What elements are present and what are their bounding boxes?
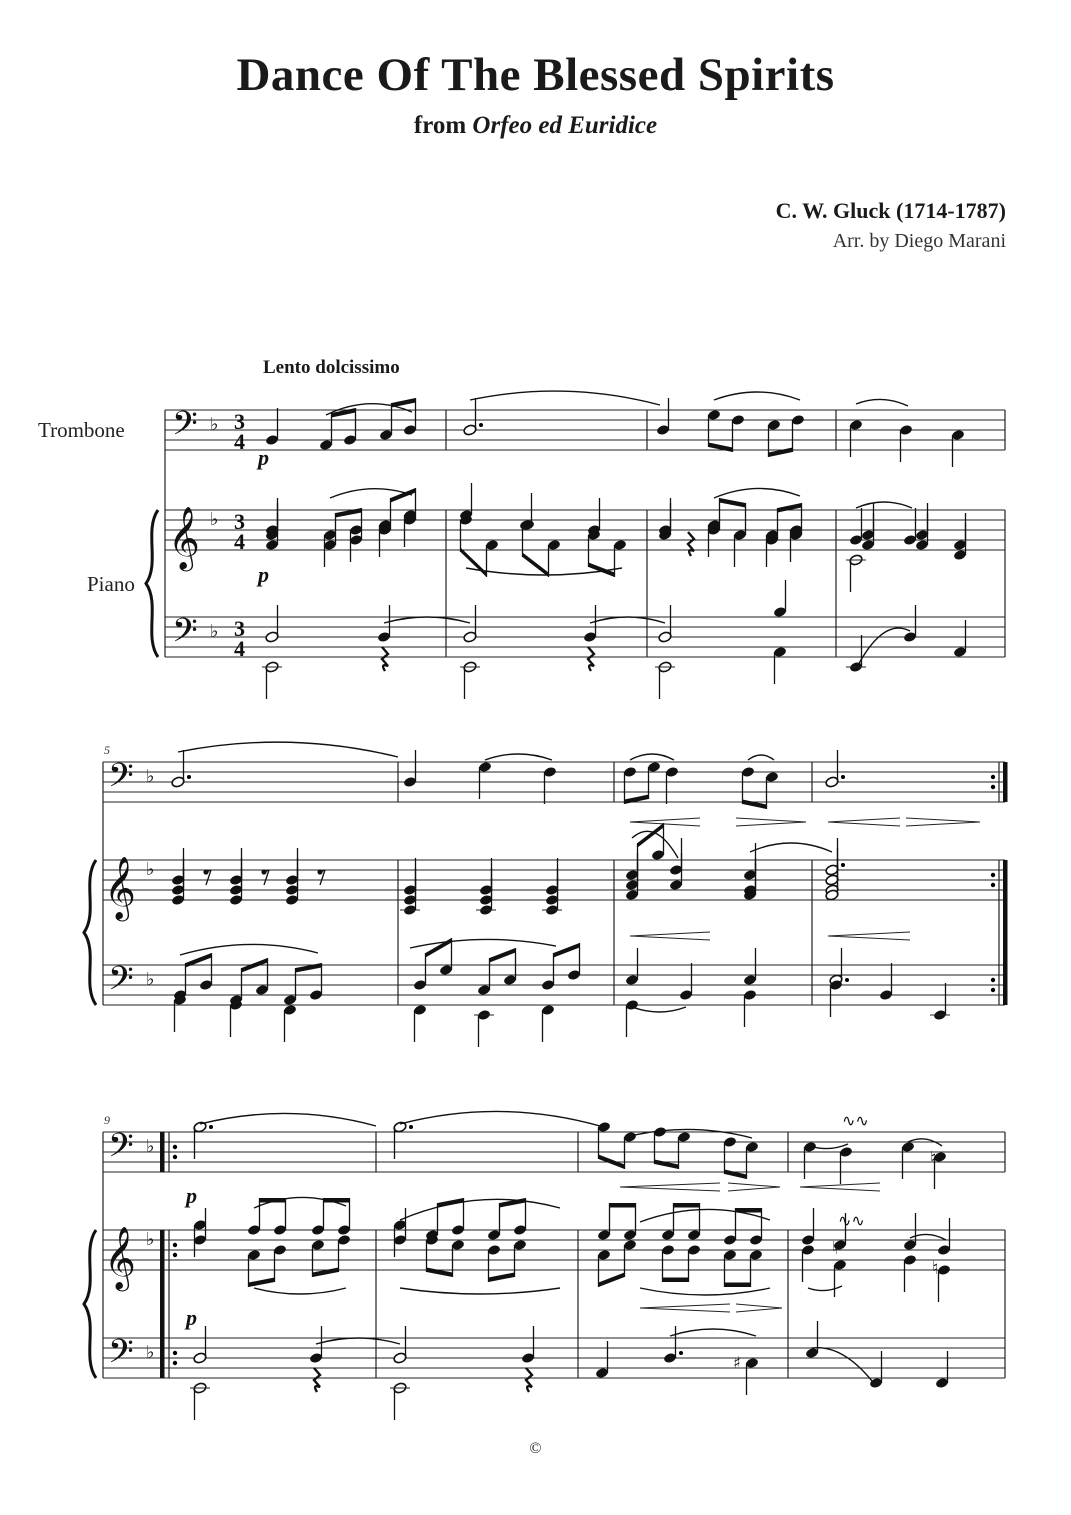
piano-rh-eighths-beam xyxy=(489,1273,515,1283)
trombone-slur xyxy=(748,755,774,760)
flat-key-signature: ♭ xyxy=(146,859,155,880)
subtitle-work: Orfeo ed Euridice xyxy=(472,112,658,139)
piano-rh-slur xyxy=(410,939,556,948)
flat-key-signature: ♭ xyxy=(210,621,219,642)
dynamic-p: p xyxy=(186,1183,197,1208)
piano-lh-tie xyxy=(316,1338,400,1344)
piano-rh-slur xyxy=(640,1288,770,1295)
piano-rh-slur xyxy=(750,843,832,852)
augmentation-dot xyxy=(679,1351,683,1355)
repeat-dot xyxy=(991,873,995,877)
mordent-icon: ∿∿ xyxy=(838,1211,865,1230)
piano-lh-eighths-beam xyxy=(296,963,322,973)
trombone-slur xyxy=(630,1129,752,1138)
trombone-tie xyxy=(200,1113,376,1126)
piano-rh-slur xyxy=(856,502,912,508)
piano-lh-eighths-beam xyxy=(426,938,452,958)
piano-lh-quarter-rest xyxy=(526,1368,532,1392)
augmentation-dot xyxy=(479,423,483,427)
decrescendo-hairpin xyxy=(906,818,980,826)
flat-key-signature: ♭ xyxy=(210,414,219,435)
time-signature-top: 3 xyxy=(234,409,245,434)
trombone-eighths-beam xyxy=(709,443,733,453)
repeat-dot xyxy=(173,1351,177,1355)
treble-clef-icon: 𝄞 xyxy=(104,856,136,919)
repeat-thick-barline xyxy=(160,1230,165,1378)
time-signature-top: 3 xyxy=(234,616,245,641)
piano-lh-slur xyxy=(812,1348,876,1386)
arranger-credit: Arr. by Diego Marani xyxy=(832,230,1006,252)
repeat-dot xyxy=(173,1155,177,1159)
trombone-slur xyxy=(630,754,674,760)
repeat-dot xyxy=(991,775,995,779)
piano-lh-slur xyxy=(670,1329,756,1336)
piano-lh-tie xyxy=(384,617,470,623)
measure-number: 5 xyxy=(104,743,110,757)
dynamic-p: p xyxy=(258,445,269,470)
bass-clef-icon: 𝄢 xyxy=(108,1127,134,1173)
piano-rh-eighths-beam xyxy=(720,498,746,508)
piano-lh-quarter-rest xyxy=(588,647,594,671)
trombone-tie xyxy=(178,742,398,757)
trombone-eighths-beam xyxy=(655,1160,679,1170)
trombone-tie xyxy=(400,1111,600,1126)
dynamic-p: p xyxy=(258,562,269,587)
trombone-eighths-beam xyxy=(625,795,649,805)
treble-clef-icon: 𝄞 xyxy=(168,506,200,569)
repeat-dot xyxy=(173,1243,177,1247)
repeat-dot xyxy=(991,883,995,887)
piano-rh-slur xyxy=(808,1286,842,1291)
repeat-thick-barline xyxy=(1003,860,1008,1005)
repeat-dot xyxy=(173,1361,177,1365)
piano-lh-slur xyxy=(632,1007,686,1012)
tempo-marking: Lento dolcissimo xyxy=(263,357,400,378)
repeat-thick-barline xyxy=(1003,762,1008,802)
trombone-eighths-beam xyxy=(743,800,767,810)
natural-accidental: ♮ xyxy=(930,1148,937,1169)
piano-rh-eighths-beam xyxy=(674,1203,700,1208)
augmentation-dot xyxy=(841,775,845,779)
crescendo-hairpin xyxy=(828,932,910,940)
piano-rh-eighths-beam xyxy=(599,1273,625,1288)
bass-clef-icon: 𝄢 xyxy=(108,1333,134,1379)
piano-rh-eighths-beam xyxy=(523,553,549,578)
piano-lh-slur xyxy=(180,944,318,955)
dynamic-p: p xyxy=(186,1305,197,1330)
piano-rh-eighths-beam xyxy=(610,1203,636,1208)
decrescendo-hairpin xyxy=(736,818,806,826)
trombone-slur xyxy=(856,399,908,406)
piano-rh-eighths-beam xyxy=(249,1278,275,1288)
augmentation-dot xyxy=(209,1125,213,1129)
piano-rh-eighths-beam xyxy=(461,548,487,578)
augmentation-dot xyxy=(845,978,849,982)
time-signature-top: 3 xyxy=(234,509,245,534)
score-systems xyxy=(84,391,1008,1420)
instrument-label-trombone: Trombone xyxy=(38,418,125,442)
piano-lh-quarter-rest xyxy=(314,1368,320,1392)
bass-clef-icon: 𝄢 xyxy=(108,960,134,1006)
augmentation-dot xyxy=(187,775,191,779)
piano-rh-eighths-beam xyxy=(427,1268,453,1278)
trombone-eighths-beam xyxy=(332,408,356,418)
treble-clef-icon: 𝄞 xyxy=(104,1226,136,1289)
copyright-symbol: © xyxy=(529,1440,542,1457)
piano-lh-quarter-rest xyxy=(382,647,388,671)
decrescendo-hairpin xyxy=(736,1304,782,1312)
piano-rh-slur xyxy=(400,1199,560,1220)
piano-lh-eighths-beam xyxy=(490,948,516,963)
decrescendo-hairpin xyxy=(728,1183,780,1191)
piano-rh-slur xyxy=(714,488,800,498)
instrument-label-piano: Piano xyxy=(87,572,135,596)
flat-key-signature: ♭ xyxy=(146,766,155,787)
repeat-thick-barline xyxy=(160,1132,165,1172)
augmentation-dot xyxy=(409,1125,413,1129)
repeat-dot xyxy=(991,988,995,992)
bass-clef-icon: 𝄢 xyxy=(108,757,134,803)
subtitle-prefix: from xyxy=(413,112,467,139)
time-signature-bottom: 4 xyxy=(234,529,245,554)
composer-credit: C. W. Gluck (1714-1787) xyxy=(775,198,1006,223)
piano-rh-eighths-beam xyxy=(663,1278,689,1283)
bass-clef-icon: 𝄢 xyxy=(172,612,198,658)
crescendo-hairpin xyxy=(800,1183,880,1191)
piano-brace xyxy=(84,1230,96,1378)
repeat-dot xyxy=(173,1145,177,1149)
trombone-eighths-beam xyxy=(725,1170,747,1180)
bass-clef-icon: 𝄢 xyxy=(172,405,198,451)
augmentation-dot xyxy=(841,863,845,867)
score-title: Dance Of The Blessed Spirits xyxy=(236,49,835,101)
measure-number: 9 xyxy=(104,1113,110,1127)
crescendo-hairpin xyxy=(640,1304,730,1312)
trombone-slur xyxy=(485,754,552,760)
piano-rh-eighths-beam xyxy=(778,503,802,513)
repeat-dot xyxy=(991,978,995,982)
crescendo-hairpin xyxy=(828,818,900,826)
piano-rh-quarter-rest xyxy=(688,532,694,556)
time-signature-bottom: 4 xyxy=(234,429,245,454)
sharp-accidental: ♯ xyxy=(733,1353,741,1372)
piano-lh-tie xyxy=(590,617,665,623)
piano-rh-slur xyxy=(254,1288,346,1294)
crescendo-hairpin xyxy=(620,1183,720,1191)
trombone-eighths-beam xyxy=(769,448,793,458)
crescendo-hairpin xyxy=(630,818,700,826)
piano-rh-eighths-beam xyxy=(725,1283,751,1288)
flat-key-signature: ♭ xyxy=(146,1229,155,1250)
piano-rh-eighths-beam xyxy=(336,508,362,518)
piano-brace xyxy=(84,860,96,1005)
time-signature-bottom: 4 xyxy=(234,636,245,661)
flat-key-signature: ♭ xyxy=(210,509,219,530)
piano-brace xyxy=(146,510,158,657)
piano-rh-eighths-beam xyxy=(313,1268,339,1278)
piano-rh-slur xyxy=(400,1288,560,1294)
piano-lh-slur xyxy=(856,628,910,669)
crescendo-hairpin xyxy=(630,932,710,940)
repeat-dot xyxy=(991,785,995,789)
natural-accidental: ♮ xyxy=(932,1258,939,1279)
flat-key-signature: ♭ xyxy=(146,969,155,990)
natural-accidental: ♮ xyxy=(832,1238,839,1259)
repeat-dot xyxy=(173,1253,177,1257)
mordent-icon: ∿∿ xyxy=(842,1111,869,1130)
trombone-slur xyxy=(714,392,800,400)
trombone-tie xyxy=(470,391,660,405)
flat-key-signature: ♭ xyxy=(146,1342,155,1363)
piano-lh-eighths-beam xyxy=(554,943,580,958)
flat-key-signature: ♭ xyxy=(146,1136,155,1157)
